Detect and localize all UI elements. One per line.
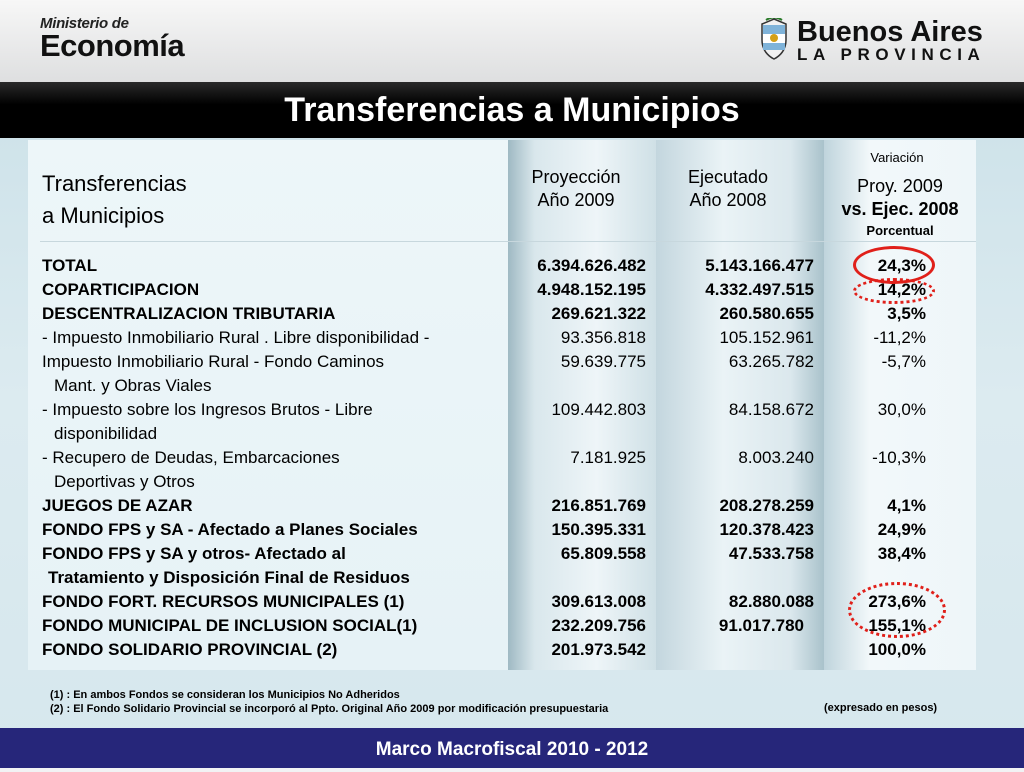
row-label: Deportivas y Otros (54, 472, 195, 491)
column-header-line2: Año 2009 (537, 190, 615, 210)
row-label: FONDO FPS y SA - Afectado a Planes Sociales (42, 520, 418, 539)
header-divider (40, 241, 976, 242)
row-variacion: -5,7% (881, 352, 926, 371)
row-ejecutado: 208.278.259 (719, 496, 814, 515)
column-header-line2: vs. Ejec. 2008 (841, 199, 959, 219)
row-variacion: 24,9% (877, 520, 926, 539)
row-ejecutado: 120.378.423 (719, 520, 814, 539)
footnote-2: (2) : El Fondo Solidario Provincial se incorporó al Ppto. Original Año 2009 por modificación presupuestaria (50, 703, 609, 715)
row-ejecutado: 105.152.961 (719, 328, 814, 347)
row-variacion: 155,1% (868, 616, 926, 635)
highlight-circle-fondos (848, 582, 946, 638)
row-variacion: 14,2% (877, 280, 926, 299)
row-ejecutado: 5.143.166.477 (705, 256, 814, 275)
row-label: - Impuesto Inmobiliario Rural . Libre disponibilidad - (42, 328, 430, 347)
table-row (0, 542, 1024, 566)
table-row (0, 302, 1024, 326)
table-row (0, 638, 1024, 662)
row-label: Tratamiento y Disposición Final de Residuos (48, 568, 410, 587)
table-row-continuation (0, 374, 1024, 398)
footer-bar (0, 728, 1024, 768)
row-variacion: 30,0% (877, 400, 926, 419)
row-label: JUEGOS DE AZAR (42, 496, 193, 515)
table-corner-header (42, 168, 187, 232)
column-header-line1: Proy. 2009 (857, 176, 943, 196)
row-label: FONDO MUNICIPAL DE INCLUSION SOCIAL(1) (42, 616, 418, 635)
row-label: Impuesto Inmobiliario Rural - Fondo Caminos (42, 352, 385, 371)
row-variacion: -11,2% (873, 328, 926, 347)
ministerio-economia-logo (40, 16, 184, 61)
row-label: disponibilidad (54, 424, 158, 443)
row-label: TOTAL (42, 256, 98, 275)
row-proyeccion: 7.181.925 (570, 448, 646, 467)
row-ejecutado: 63.265.782 (728, 352, 814, 371)
unit-note: (expresado en pesos) (824, 702, 938, 714)
row-ejecutado: 47.533.758 (728, 544, 814, 563)
column-header-proyeccion (508, 166, 644, 212)
footnotes (50, 688, 608, 716)
row-ejecutado: 91.017.780 (718, 616, 804, 635)
row-proyeccion: 309.613.008 (551, 592, 646, 611)
row-variacion: -10,3% (872, 448, 926, 467)
row-proyeccion: 65.809.558 (560, 544, 646, 563)
column-header-line1: Proyección (531, 167, 621, 187)
column-header-variacion-bottom: Porcentual (866, 223, 934, 238)
header (0, 0, 1024, 82)
row-label: FONDO SOLIDARIO PROVINCIAL (2) (42, 640, 338, 659)
row-variacion: 38,4% (877, 544, 926, 563)
column-header-variacion (824, 175, 976, 221)
row-proyeccion: 269.621.322 (551, 304, 646, 323)
corner-header-line1: Transferencias (42, 171, 187, 196)
footnote-1: (1) : En ambos Fondos se consideran los Municipios No Adheridos (50, 689, 400, 701)
row-label: DESCENTRALIZACION TRIBUTARIA (42, 304, 336, 323)
row-label: Mant. y Obras Viales (54, 376, 212, 395)
row-label: COPARTICIPACION (42, 280, 200, 299)
row-proyeccion: 216.851.769 (551, 496, 646, 515)
row-label: - Recupero de Deudas, Embarcaciones (42, 448, 340, 467)
row-ejecutado: 8.003.240 (738, 448, 814, 467)
highlight-circle-coparticipacion (853, 278, 935, 304)
column-header-variacion-top: Variación (870, 150, 924, 165)
column-header-line2: Año 2008 (689, 190, 767, 210)
logo-big-text: Buenos Aires (797, 16, 983, 48)
row-ejecutado: 4.332.497.515 (705, 280, 814, 299)
row-variacion: 4,1% (887, 496, 926, 515)
row-proyeccion: 6.394.626.482 (537, 256, 646, 275)
row-label: FONDO FORT. RECURSOS MUNICIPALES (1) (42, 592, 405, 611)
row-ejecutado: 260.580.655 (719, 304, 814, 323)
row-proyeccion: 59.639.775 (560, 352, 646, 371)
table-row (0, 518, 1024, 542)
logo-small-text: Ministerio de (40, 15, 129, 32)
row-ejecutado: 84.158.672 (728, 400, 814, 419)
row-proyeccion: 150.395.331 (551, 520, 646, 539)
corner-header-line2: a Municipios (42, 203, 165, 228)
row-label: - Impuesto sobre los Ingresos Brutos - Libre (42, 400, 373, 419)
row-label: FONDO FPS y SA y otros- Afectado al (42, 544, 346, 563)
column-header-line1: Ejecutado (687, 167, 769, 187)
coat-of-arms-icon (760, 18, 788, 60)
footer-text: Marco Macrofiscal 2010 - 2012 (375, 739, 649, 760)
column-header-ejecutado (660, 166, 796, 212)
row-variacion: 100,0% (868, 640, 926, 659)
table-row (0, 350, 1024, 374)
row-ejecutado: 82.880.088 (728, 592, 814, 611)
row-proyeccion: 4.948.152.195 (537, 280, 646, 299)
logo-big-text: Economía (40, 28, 185, 63)
table-row-continuation (0, 422, 1024, 446)
row-proyeccion: 109.442.803 (551, 400, 646, 419)
row-variacion: 24,3% (877, 256, 926, 275)
title-bar (0, 82, 1024, 138)
row-proyeccion: 93.356.818 (560, 328, 646, 347)
row-proyeccion: 201.973.542 (551, 640, 646, 659)
table-row (0, 494, 1024, 518)
row-proyeccion: 232.209.756 (551, 616, 646, 635)
table-row-continuation (0, 470, 1024, 494)
row-variacion: 273,6% (868, 592, 926, 611)
table-row (0, 398, 1024, 422)
table-row (0, 446, 1024, 470)
page-title: Transferencias a Municipios (284, 91, 740, 129)
logo-small-text: LA PROVINCIA (797, 45, 986, 64)
row-variacion: 3,5% (887, 304, 926, 323)
table-row (0, 326, 1024, 350)
